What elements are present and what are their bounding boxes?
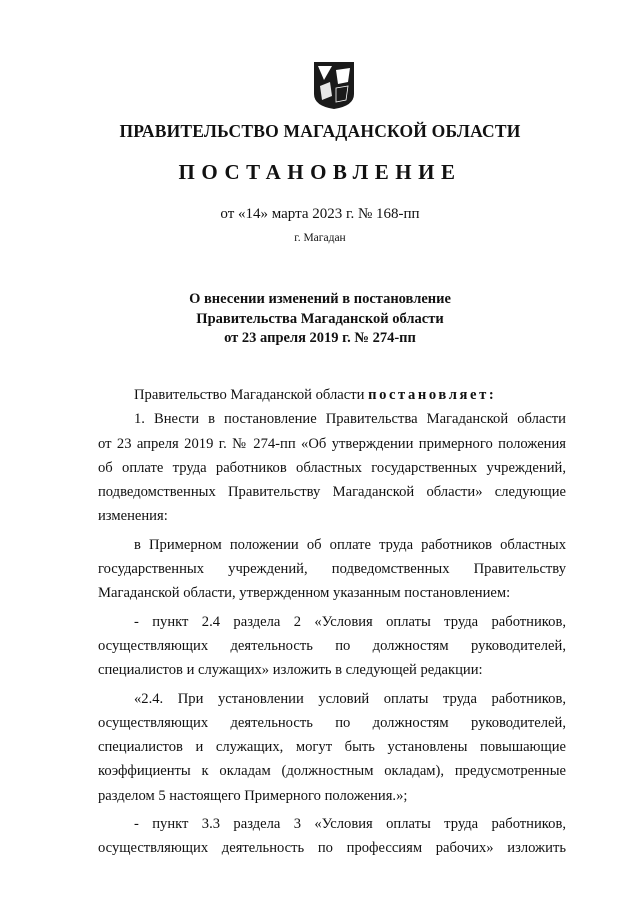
document-city: г. Магадан	[294, 232, 346, 244]
document-body	[98, 383, 566, 861]
paragraph-line: подведомственных Правительству Магаданской области» следующие	[98, 484, 566, 501]
intro-paragraph	[98, 383, 566, 407]
intro-text: Правительство Магаданской области	[134, 387, 365, 403]
paragraph-line: - пункт 3.3 раздела 3 «Условия оплаты труда работников,	[134, 816, 566, 833]
paragraph-line: от 23 апреля 2019 г. № 274-пп «Об утверждении примерного положения	[98, 435, 566, 452]
title-line: Правительства Магаданской области	[196, 310, 444, 327]
paragraph-line: специалистов и служащих, могут быть установлены повышающие	[98, 739, 566, 756]
paragraph-4	[98, 687, 566, 808]
paragraph-line: специалистов и служащих» изложить в следующей редакции:	[98, 662, 483, 679]
title-line: О внесении изменений в постановление	[189, 291, 451, 307]
document-title	[0, 290, 640, 349]
organization-name: ПРАВИТЕЛЬСТВО МАГАДАНСКОЙ ОБЛАСТИ	[119, 121, 521, 141]
paragraph-line: осуществляющих деятельность по должностям руководителей,	[98, 714, 566, 731]
intro-verb: постановляет:	[368, 387, 497, 403]
paragraph-line: изменения:	[98, 508, 168, 525]
paragraph-line: об оплате труда работников областных государственных учреждений,	[98, 459, 566, 476]
paragraph-line: коэффициенты к окладам (должностным окладам), предусмотренные	[98, 763, 566, 780]
paragraph-line: Магаданской области, утвержденном указанным постановлением:	[98, 585, 511, 602]
document-date-number: от «14» марта 2023 г. № 168-пп	[220, 206, 420, 222]
paragraph-line: - пункт 2.4 раздела 2 «Условия оплаты труда работников,	[134, 613, 566, 630]
paragraph-line: государственных учреждений, подведомственных Правительству	[98, 561, 566, 578]
paragraph-line: осуществляющих деятельность по должностям руководителей,	[98, 637, 566, 654]
paragraph-line: осуществляющих деятельность по профессиям рабочих» изложить	[98, 840, 566, 857]
paragraph-line: 1. Внести в постановление Правительства Магаданской области	[134, 411, 566, 428]
paragraph-3	[98, 610, 566, 683]
document-type: ПОСТАНОВЛЕНИЕ	[178, 160, 462, 184]
paragraph-2	[98, 533, 566, 606]
paragraph-1	[98, 407, 566, 528]
title-line: от 23 апреля 2019 г. № 274-пп	[224, 330, 416, 346]
paragraph-5	[98, 812, 566, 861]
coat-of-arms-icon	[312, 60, 356, 110]
paragraph-line: разделом 5 настоящего Примерного положения.»;	[98, 787, 408, 804]
paragraph-line: в Примерном положении об оплате труда работников областных	[134, 536, 566, 553]
paragraph-line: «2.4. При установлении условий оплаты труда работников,	[134, 690, 566, 707]
